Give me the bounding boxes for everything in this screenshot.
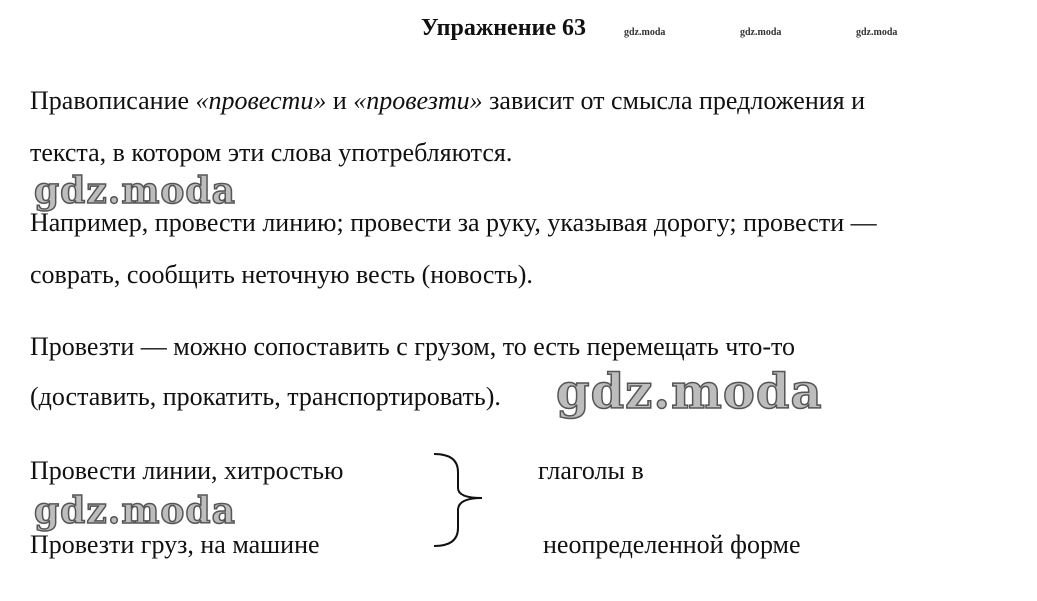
- list-item-1: Провести линии, хитростью: [30, 456, 344, 485]
- exercise-title: Упражнение 63: [421, 15, 587, 41]
- right-curly-brace-icon: [430, 452, 490, 548]
- text-segment: Правописание: [30, 86, 196, 115]
- paragraph-1-line-2: текста, в котором эти слова употребляются.: [30, 138, 513, 167]
- text-segment: зависит от смысла предложения и: [482, 86, 866, 115]
- brace-note-line-1: глаголы в: [538, 456, 644, 485]
- watermark-large: gdz.moda: [34, 170, 236, 212]
- paragraph-2-line-1: Например, провести линию; провести за руку, указывая дорогу; провести —: [30, 208, 877, 237]
- watermark-small: gdz.moda: [624, 27, 666, 38]
- watermark-large: gdz.moda: [34, 490, 236, 532]
- paragraph-2-line-2: соврать, сообщить неточную весть (новость).: [30, 260, 533, 289]
- word-provezti: «провезти»: [353, 86, 483, 115]
- brace-note-line-2: неопределенной форме: [543, 530, 801, 559]
- word-provesti: «провести»: [195, 86, 327, 115]
- watermark-small: gdz.moda: [856, 27, 898, 38]
- paragraph-1-line-1: [30, 86, 865, 116]
- list-item-2: Провезти груз, на машине: [30, 530, 320, 559]
- paragraph-3-line-1: Провезти — можно сопоставить с грузом, то есть перемещать что-то: [30, 332, 796, 361]
- text-segment: и: [326, 86, 354, 115]
- paragraph-3-line-2: (доставить, прокатить, транспортировать).: [30, 382, 501, 411]
- watermark-small: gdz.moda: [740, 27, 782, 38]
- watermark-large: gdz.moda: [556, 364, 823, 420]
